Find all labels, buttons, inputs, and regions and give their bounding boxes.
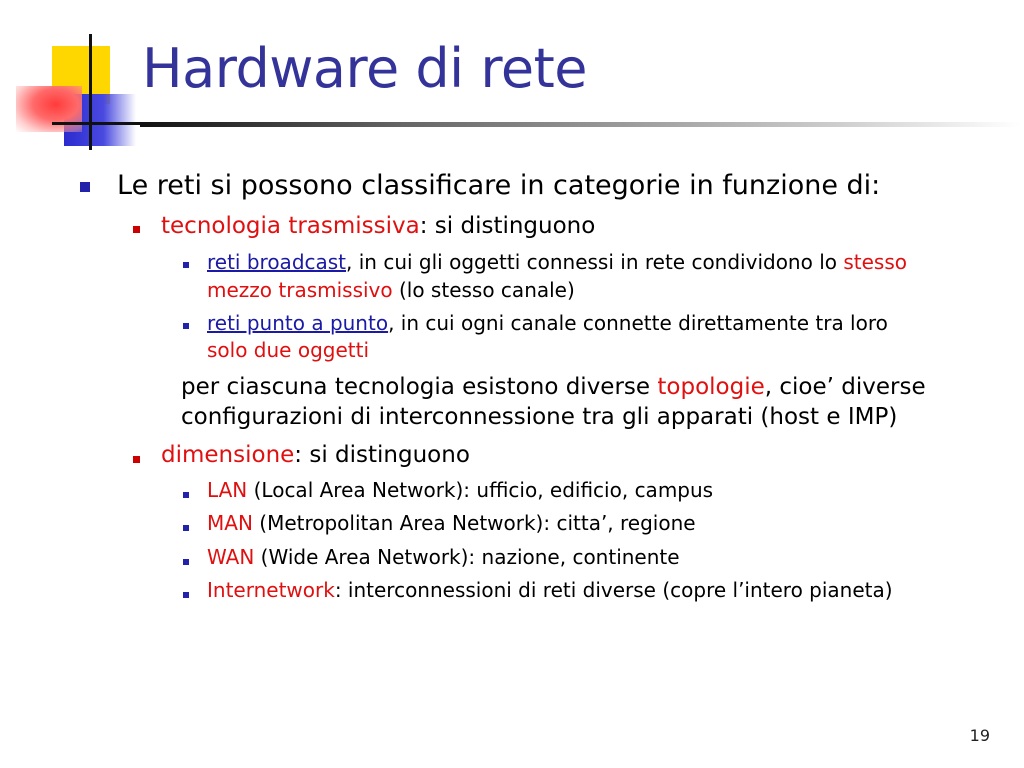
lan-text: (Local Area Network): ufficio, edificio, campus [247, 478, 714, 502]
broadcast-red1: stesso [843, 250, 908, 274]
bullet-level3 [183, 262, 189, 268]
wan-label: WAN [207, 545, 255, 569]
dim-rest: : si distinguono [294, 442, 470, 468]
horizontal-line [52, 122, 144, 125]
p2p-link[interactable]: reti punto a punto [207, 311, 389, 335]
list-item-man [207, 510, 696, 537]
dim-line [161, 441, 470, 470]
p2p-line2: solo due oggetti [207, 338, 370, 362]
tech-rest: : si distinguono [419, 213, 596, 239]
list-item-internetwork [207, 577, 893, 604]
bullet-level3 [183, 559, 189, 565]
lan-label: LAN [207, 478, 248, 502]
dim-label: dimensione [161, 442, 295, 468]
tech-line [161, 212, 595, 241]
page-number: 19 [969, 726, 990, 745]
broadcast-text: , in cui gli oggetti connessi in rete condividono lo [346, 250, 844, 274]
list-item-lan [207, 477, 713, 504]
note-red: topologie [657, 374, 765, 400]
bullet-level1 [80, 182, 90, 192]
slide-title: Hardware di rete [142, 37, 587, 100]
p2p-text: , in cui ogni canale connette direttamente tra loro [388, 311, 888, 335]
list-item-wan [207, 544, 680, 571]
man-text: (Metropolitan Area Network): citta’, regione [252, 511, 696, 535]
red-square [16, 86, 82, 132]
broadcast-text2: (lo stesso canale) [392, 278, 575, 302]
decorative-logo [0, 0, 150, 160]
broadcast-line2 [207, 277, 575, 304]
internetwork-label: Internetwork [207, 578, 335, 602]
p2p-line1 [207, 310, 888, 337]
broadcast-red2: mezzo trasmissivo [207, 278, 393, 302]
bullet-level2 [133, 226, 140, 233]
bullet-level3 [183, 323, 189, 329]
note-text-a: per ciascuna tecnologia esistono diverse [181, 374, 658, 400]
broadcast-line1 [207, 249, 907, 276]
topology-note-line2: configurazioni di interconnessione tra gli apparati (host e IMP) [181, 404, 898, 430]
bullet-level2 [133, 456, 140, 463]
bullet-level3 [183, 525, 189, 531]
broadcast-link[interactable]: reti broadcast [207, 250, 347, 274]
vertical-line [89, 34, 92, 150]
internetwork-text: : interconnessioni di reti diverse (copre l’intero pianeta) [334, 578, 893, 602]
wan-text: (Wide Area Network): nazione, continente [254, 545, 680, 569]
man-label: MAN [207, 511, 253, 535]
bullet-level3 [183, 492, 189, 498]
title-underline [140, 122, 1020, 127]
note-text-b: , cioe’ diverse [764, 374, 926, 400]
bullet-main-text: Le reti si possono classificare in categorie in funzione di: [117, 170, 881, 201]
topology-note-line1 [181, 373, 926, 402]
tech-label: tecnologia trasmissiva [161, 213, 420, 239]
bullet-level3 [183, 592, 189, 598]
